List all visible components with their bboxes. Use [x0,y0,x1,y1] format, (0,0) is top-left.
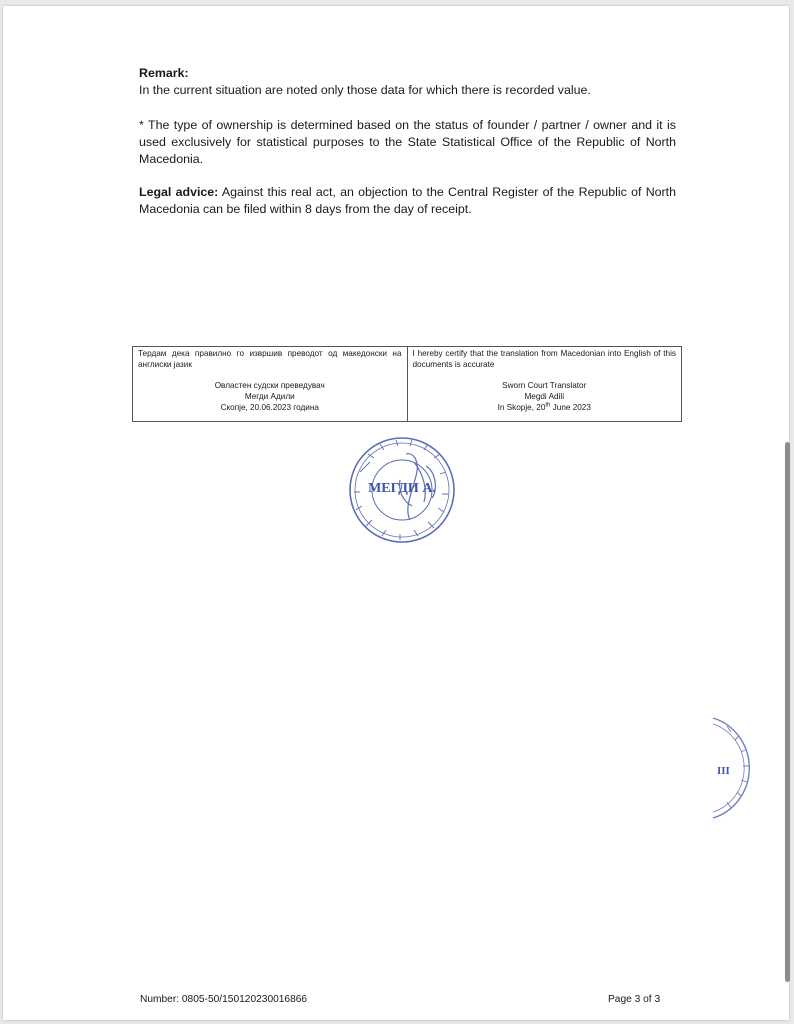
cert-mk-title: Овластен судски преведувач [214,381,325,390]
partial-seal-text: ІІІ [717,765,730,777]
vertical-scrollbar[interactable] [785,442,790,982]
remark-section [139,65,676,99]
partial-seal-stamp [701,712,761,824]
remark-text: In the current situation are noted only those data for which there is recorded value. [139,83,591,97]
cert-en-statement: I hereby certify that the translation from Macedonian into English of this documents is accurate [412,349,676,369]
cert-mk-place-date: Скопје, 20.06.2023 година [220,402,319,412]
certification-macedonian [133,347,408,422]
cert-mk-signature-block [138,381,402,413]
remark-heading: Remark: [139,66,189,80]
cert-mk-statement: Тердам дека правилно го извршив преводот од македонски на англиски јазик [138,349,402,369]
legal-advice-text: Against this real act, an objection to the Central Register of the Republic of North Macedonia can be filed within 8 days from the day of receipt. [139,185,676,216]
cert-en-name: Megdi Adili [524,391,565,401]
cert-en-title: Sworn Court Translator [502,381,587,390]
document-page [3,6,789,1020]
document-number: Number: 0805-50/150120230016866 [140,994,308,1005]
legal-advice-label: Legal advice: [139,185,219,199]
cert-en-signature-block [413,381,677,413]
cert-mk-name: Мегди Адили [244,391,295,401]
ownership-note: * The type of ownership is determined based on the status of founder / partner / owner and it is used exclusively for statistical purposes to the State Statistical Office of the Republic of North Macedonia. [139,118,676,166]
translation-certification-table [132,346,682,422]
seal-center-text: МЕГДИ А. [368,481,436,496]
page-indicator: Page 3 of 3 [608,994,661,1005]
translator-seal-stamp [340,432,462,544]
legal-advice [139,184,676,218]
cert-en-place-date: In Skopje, 20th June 2023 [497,401,591,412]
certification-english [407,347,682,422]
